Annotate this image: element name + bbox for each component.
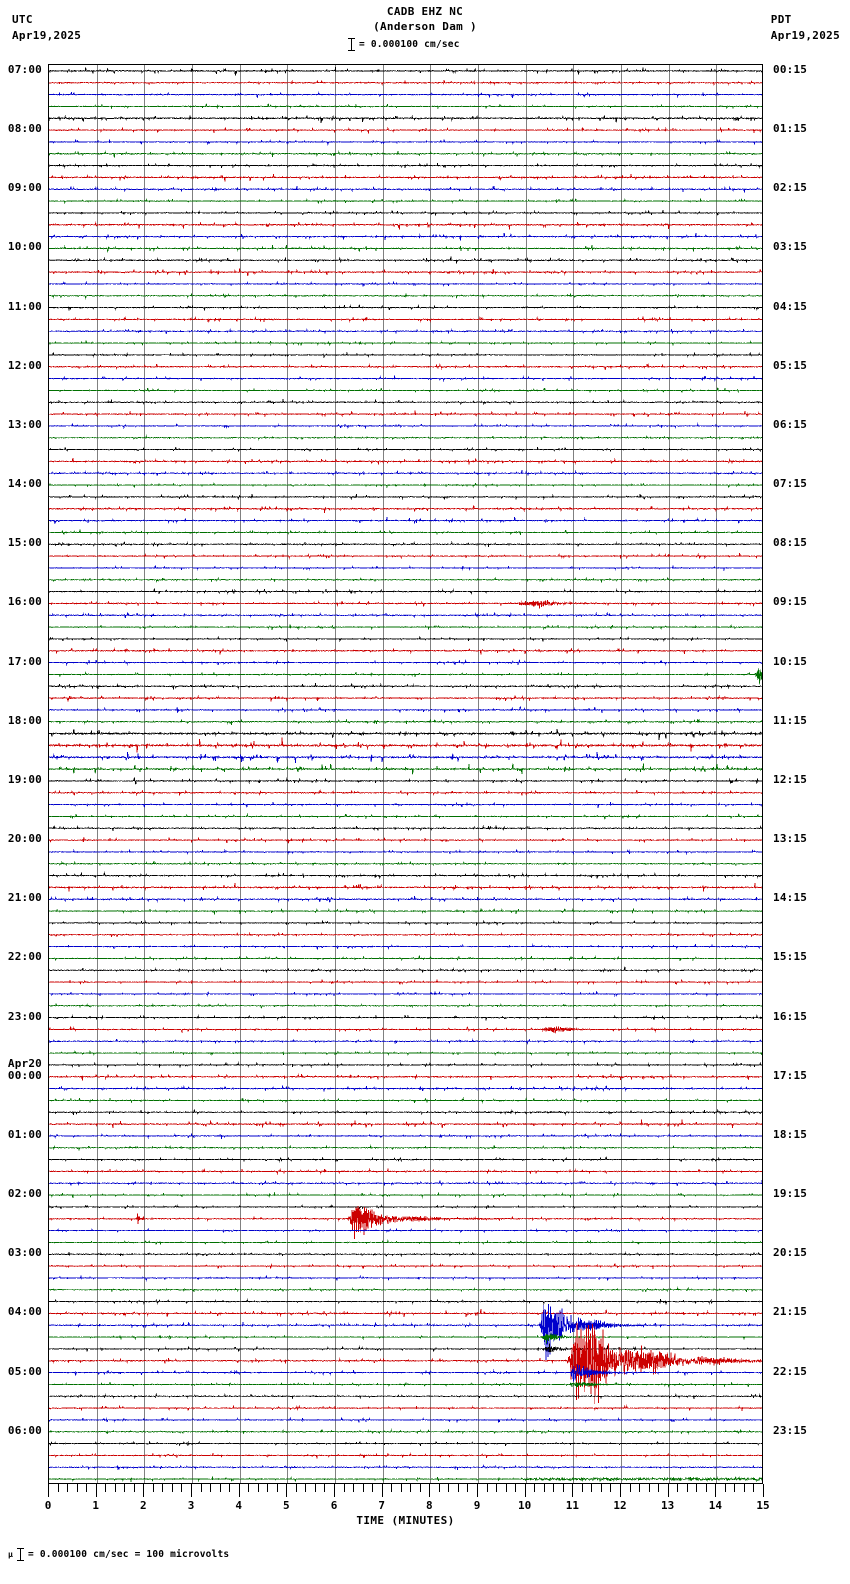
- utc-time-label-0700: 07:00: [7, 62, 42, 76]
- trace-row: [49, 873, 763, 879]
- trace-row: [49, 305, 763, 311]
- utc-time-label-2200: 22:00: [7, 950, 42, 964]
- trace-row: [49, 909, 763, 915]
- trace-row: [49, 1039, 763, 1044]
- pdt-time-label-1115: 11:15: [773, 713, 808, 727]
- x-axis-minor-tick: [649, 1484, 650, 1492]
- trace-row: [49, 317, 763, 323]
- trace-row: [49, 1120, 763, 1129]
- x-axis-minor-tick: [172, 1484, 173, 1492]
- header-right-date: Apr19,2025: [770, 29, 840, 42]
- x-axis-minor-tick: [277, 1484, 278, 1492]
- x-axis-major-tick: [48, 1484, 49, 1497]
- utc-time-label-0400: 04:00: [7, 1305, 42, 1319]
- trace-row: [49, 542, 763, 547]
- x-axis-minor-tick: [124, 1484, 125, 1492]
- footer-scale-bar-icon: [17, 1548, 24, 1561]
- station-name: (Anderson Dam ): [373, 20, 477, 33]
- pdt-time-label-0915: 09:15: [773, 595, 808, 609]
- pdt-time-label-0515: 05:15: [773, 358, 808, 372]
- x-axis-minor-tick: [658, 1484, 659, 1492]
- x-axis-minor-tick: [267, 1484, 268, 1492]
- micro-symbol: μ: [8, 1550, 14, 1559]
- trace-row: [49, 1453, 763, 1458]
- x-axis-minor-tick: [115, 1484, 116, 1492]
- trace-row: [49, 1145, 763, 1150]
- utc-time-label-0000: 00:00: [7, 1068, 42, 1082]
- trace-row: [49, 1098, 763, 1103]
- left-time-axis: [0, 64, 45, 1484]
- trace-row: [49, 222, 763, 230]
- trace-row: [49, 802, 763, 808]
- x-axis-major-tick: [191, 1484, 192, 1497]
- x-axis-minor-tick: [734, 1484, 735, 1492]
- trace-row: [49, 164, 763, 168]
- trace-row: [49, 729, 763, 740]
- trace-row: [49, 505, 763, 512]
- footer-scale-label: = 0.000100 cm/sec = 100 microvolts: [28, 1549, 230, 1560]
- trace-row: [49, 1051, 763, 1054]
- x-axis-tick-label: 14: [708, 1499, 722, 1512]
- pdt-time-label-1415: 14:15: [773, 891, 808, 905]
- x-axis-ticks: [48, 1484, 763, 1498]
- x-axis-tick-label: 10: [518, 1499, 532, 1512]
- trace-row: [49, 991, 763, 995]
- x-axis-minor-tick: [487, 1484, 488, 1492]
- utc-time-label-1500: 15:00: [7, 536, 42, 550]
- utc-time-label-0900: 09:00: [7, 181, 42, 195]
- header-right-timezone: PDT: [770, 13, 792, 26]
- x-axis-minor-tick: [220, 1484, 221, 1492]
- trace-row: [49, 1344, 763, 1353]
- trace-row: [49, 814, 763, 820]
- header-scale-bar: [348, 38, 460, 51]
- trace-row: [49, 1394, 763, 1399]
- trace-row: [49, 294, 763, 298]
- x-axis-minor-tick: [515, 1484, 516, 1492]
- utc-time-label-1800: 18:00: [7, 713, 42, 727]
- x-axis-major-tick: [286, 1484, 287, 1497]
- trace-row: [49, 660, 763, 665]
- utc-time-label-2000: 20:00: [7, 832, 42, 846]
- x-axis-tick-label: 12: [613, 1499, 627, 1512]
- pdt-time-label-0815: 08:15: [773, 536, 808, 550]
- trace-row: [49, 436, 763, 440]
- scale-bar-label: = 0.000100 cm/sec: [359, 39, 460, 50]
- header-left-timezone: UTC: [12, 13, 33, 26]
- scale-bar-icon: [348, 38, 355, 51]
- x-axis-minor-tick: [86, 1484, 87, 1492]
- x-axis-minor-tick: [391, 1484, 392, 1492]
- trace-row: [49, 553, 763, 559]
- trace-row: [49, 80, 763, 84]
- trace-row: [49, 896, 763, 902]
- pdt-time-label-0415: 04:15: [773, 299, 808, 313]
- trace-row: [49, 1441, 763, 1445]
- trace-row: [49, 589, 763, 594]
- utc-time-label-0600: 06:00: [7, 1423, 42, 1437]
- trace-row: [49, 1323, 763, 1404]
- x-axis-tick-label: 9: [473, 1499, 481, 1512]
- x-axis-title: TIME (MINUTES): [356, 1514, 455, 1527]
- helicorder-plot[interactable]: [48, 64, 763, 1484]
- trace-row: [49, 210, 763, 216]
- trace-row: [49, 790, 763, 795]
- x-axis-tick-label: 15: [756, 1499, 770, 1512]
- utc-time-label-0100: 01:00: [7, 1127, 42, 1141]
- x-axis-minor-tick: [210, 1484, 211, 1492]
- x-axis-minor-tick: [706, 1484, 707, 1492]
- trace-row: [49, 1206, 763, 1239]
- trace-row: [49, 517, 763, 524]
- x-axis-minor-tick: [296, 1484, 297, 1492]
- trace-row: [49, 399, 763, 404]
- trace-row: [49, 388, 763, 392]
- pdt-time-label-1515: 15:15: [773, 950, 808, 964]
- x-axis-minor-tick: [324, 1484, 325, 1492]
- x-axis-tick-label: 6: [330, 1499, 338, 1512]
- pdt-time-label-0615: 06:15: [773, 417, 808, 431]
- pdt-time-label-2015: 20:15: [773, 1246, 808, 1260]
- trace-row: [49, 1276, 763, 1281]
- utc-time-label-0300: 03:00: [7, 1246, 42, 1260]
- x-axis-minor-tick: [677, 1484, 678, 1492]
- trace-row: [49, 1027, 763, 1034]
- x-axis-minor-tick: [553, 1484, 554, 1492]
- x-axis-tick-label: 4: [235, 1499, 242, 1512]
- trace-row: [49, 1241, 763, 1245]
- trace-row: [49, 837, 763, 843]
- trace-row: [49, 424, 763, 429]
- utc-time-label-1400: 14:00: [7, 477, 42, 491]
- station-code: CADB EHZ NC: [386, 5, 464, 18]
- pdt-time-label-0715: 07:15: [773, 477, 808, 491]
- x-axis-minor-tick: [725, 1484, 726, 1492]
- trace-row: [49, 245, 763, 252]
- trace-row: [49, 116, 763, 123]
- pdt-time-label-1215: 12:15: [773, 772, 808, 786]
- x-axis-minor-tick: [420, 1484, 421, 1492]
- x-axis-minor-tick: [248, 1484, 249, 1492]
- utc-time-label-1300: 13:00: [7, 417, 42, 431]
- pdt-time-label-1915: 19:15: [773, 1187, 808, 1201]
- x-axis-major-tick: [668, 1484, 669, 1497]
- trace-row: [49, 1074, 763, 1080]
- trace-row: [49, 696, 763, 702]
- x-axis-major-tick: [715, 1484, 716, 1497]
- x-axis-tick-label: 5: [283, 1499, 290, 1512]
- trace-row: [49, 1157, 763, 1162]
- header-center-block: [0, 4, 850, 34]
- trace-row: [49, 127, 763, 133]
- x-axis-minor-tick: [77, 1484, 78, 1492]
- x-axis-minor-tick: [639, 1484, 640, 1492]
- trace-row: [49, 1015, 763, 1020]
- trace-row: [49, 778, 763, 785]
- trace-row: [49, 1288, 763, 1293]
- trace-row: [49, 67, 763, 75]
- trace-row: [49, 956, 763, 961]
- x-axis-minor-tick: [591, 1484, 592, 1492]
- trace-row: [49, 353, 763, 358]
- trace-row: [49, 1429, 763, 1433]
- x-axis-major-tick: [382, 1484, 383, 1497]
- trace-row: [49, 637, 763, 641]
- trace-row: [49, 763, 763, 774]
- pdt-time-label-2215: 22:15: [773, 1364, 808, 1378]
- header-right-timezone-block: [771, 12, 840, 44]
- trace-row: [49, 566, 763, 571]
- trace-row: [49, 1086, 763, 1092]
- x-axis-minor-tick: [410, 1484, 411, 1492]
- trace-row: [49, 470, 763, 475]
- trace-row: [49, 269, 763, 276]
- trace-row: [49, 944, 763, 949]
- trace-row: [49, 1382, 763, 1387]
- trace-row: [49, 1477, 763, 1482]
- x-axis-minor-tick: [439, 1484, 440, 1492]
- x-axis-minor-tick: [467, 1484, 468, 1492]
- pdt-time-label-2315: 23:15: [773, 1423, 808, 1437]
- x-axis-major-tick: [429, 1484, 430, 1497]
- trace-row: [49, 668, 763, 684]
- trace-row: [49, 174, 763, 182]
- x-axis-minor-tick: [134, 1484, 135, 1492]
- utc-time-label-1100: 11:00: [7, 299, 42, 313]
- x-axis-minor-tick: [458, 1484, 459, 1492]
- header-left-date: Apr19,2025: [12, 29, 82, 42]
- x-axis-minor-tick: [544, 1484, 545, 1492]
- utc-time-label-1900: 19:00: [7, 772, 42, 786]
- x-axis-minor-tick: [630, 1484, 631, 1492]
- trace-row: [49, 364, 763, 370]
- trace-row: [49, 719, 763, 725]
- trace-row: [49, 341, 763, 345]
- x-axis-major-tick: [763, 1484, 764, 1497]
- trace-row: [49, 199, 763, 204]
- trace-row: [49, 92, 763, 98]
- trace-row: [49, 921, 763, 925]
- x-axis-minor-tick: [181, 1484, 182, 1492]
- trace-row: [49, 458, 763, 465]
- x-axis-minor-tick: [687, 1484, 688, 1492]
- x-axis-minor-tick: [401, 1484, 402, 1492]
- utc-time-label-1200: 12:00: [7, 358, 42, 372]
- trace-row: [49, 1180, 763, 1186]
- trace-row: [49, 1406, 763, 1411]
- trace-row: [49, 483, 763, 488]
- x-axis-major-tick: [572, 1484, 573, 1497]
- trace-row: [49, 1193, 763, 1198]
- x-axis-tick-label: 3: [187, 1499, 195, 1512]
- x-axis-minor-tick: [744, 1484, 745, 1492]
- trace-row: [49, 1063, 763, 1068]
- x-axis-minor-tick: [448, 1484, 449, 1492]
- trace-row: [49, 494, 763, 499]
- pdt-time-label-1315: 13:15: [773, 832, 808, 846]
- trace-row: [49, 410, 763, 416]
- pdt-time-label-1815: 18:15: [773, 1127, 808, 1141]
- x-axis-minor-tick: [696, 1484, 697, 1492]
- footer-scale-note: [8, 1548, 229, 1561]
- trace-row: [49, 883, 763, 891]
- x-axis-tick-label: 0: [44, 1499, 52, 1512]
- utc-time-label-0500: 05:00: [7, 1364, 42, 1378]
- x-axis-minor-tick: [315, 1484, 316, 1492]
- trace-row: [49, 737, 763, 752]
- trace-row: [49, 1004, 763, 1008]
- trace-row: [49, 706, 763, 712]
- trace-row: [49, 233, 763, 240]
- trace-row: [49, 600, 763, 608]
- trace-row: [49, 1134, 763, 1139]
- x-axis-minor-tick: [534, 1484, 535, 1492]
- trace-row: [49, 104, 763, 109]
- pdt-time-label-1015: 10:15: [773, 654, 808, 668]
- x-axis-tick-label: 8: [426, 1499, 433, 1512]
- trace-row: [49, 282, 763, 286]
- x-axis-minor-tick: [582, 1484, 583, 1492]
- date-change-label: Apr20: [7, 1056, 42, 1070]
- trace-row: [49, 967, 763, 973]
- trace-row: [49, 1110, 763, 1115]
- trace-row: [49, 1418, 763, 1423]
- trace-row: [49, 257, 763, 264]
- x-axis-tick-label: 13: [661, 1499, 675, 1512]
- utc-time-label-2300: 23:00: [7, 1009, 42, 1023]
- trace-row: [49, 1299, 763, 1303]
- right-time-axis: [768, 64, 850, 1484]
- trace-row: [49, 1169, 763, 1174]
- x-axis-minor-tick: [105, 1484, 106, 1492]
- utc-time-label-0200: 02:00: [7, 1187, 42, 1201]
- utc-time-label-2100: 21:00: [7, 891, 42, 905]
- x-axis-minor-tick: [601, 1484, 602, 1492]
- x-axis-tick-label: 1: [92, 1499, 99, 1512]
- x-axis-minor-tick: [563, 1484, 564, 1492]
- trace-row: [49, 825, 763, 830]
- pdt-time-label-0215: 02:15: [773, 181, 808, 195]
- x-axis-minor-tick: [363, 1484, 364, 1492]
- x-axis-minor-tick: [506, 1484, 507, 1492]
- trace-row: [49, 649, 763, 655]
- trace-row: [49, 613, 763, 619]
- pdt-time-label-0015: 00:15: [773, 62, 808, 76]
- seismogram-traces: [49, 65, 763, 1484]
- x-axis-minor-tick: [496, 1484, 497, 1492]
- utc-time-label-1600: 16:00: [7, 595, 42, 609]
- trace-row: [49, 1466, 763, 1470]
- x-axis-minor-tick: [201, 1484, 202, 1492]
- trace-row: [49, 849, 763, 854]
- x-axis-minor-tick: [305, 1484, 306, 1492]
- x-axis-minor-tick: [344, 1484, 345, 1492]
- x-axis-minor-tick: [753, 1484, 754, 1492]
- trace-row: [49, 1304, 763, 1360]
- pdt-time-label-0315: 03:15: [773, 240, 808, 254]
- x-axis-minor-tick: [58, 1484, 59, 1492]
- x-axis-minor-tick: [67, 1484, 68, 1492]
- trace-row: [49, 1334, 763, 1344]
- utc-time-label-1700: 17:00: [7, 654, 42, 668]
- trace-row: [49, 1264, 763, 1269]
- x-axis-major-tick: [525, 1484, 526, 1497]
- trace-row: [49, 979, 763, 984]
- trace-row: [49, 578, 763, 583]
- x-axis-major-tick: [239, 1484, 240, 1497]
- trace-row: [49, 151, 763, 157]
- utc-time-label-0800: 08:00: [7, 122, 42, 136]
- trace-row: [49, 376, 763, 381]
- trace-row: [49, 530, 763, 535]
- trace-row: [49, 861, 763, 866]
- pdt-time-label-1715: 17:15: [773, 1068, 808, 1082]
- x-axis-tick-label: 2: [140, 1499, 147, 1512]
- x-axis-minor-tick: [353, 1484, 354, 1492]
- x-axis-major-tick: [96, 1484, 97, 1497]
- x-axis-major-tick: [334, 1484, 335, 1497]
- trace-row: [49, 1229, 763, 1232]
- trace-row: [49, 447, 763, 451]
- pdt-time-label-0115: 01:15: [773, 122, 808, 136]
- trace-row: [49, 752, 763, 763]
- trace-row: [49, 933, 763, 937]
- trace-row: [49, 1309, 763, 1317]
- trace-row: [49, 329, 763, 334]
- x-axis-minor-tick: [258, 1484, 259, 1492]
- x-axis-major-tick: [477, 1484, 478, 1497]
- utc-time-label-1000: 10:00: [7, 240, 42, 254]
- x-axis-minor-tick: [162, 1484, 163, 1492]
- pdt-time-label-1615: 16:15: [773, 1009, 808, 1023]
- x-axis-minor-tick: [153, 1484, 154, 1492]
- trace-row: [49, 1205, 763, 1209]
- x-axis-tick-label: 11: [565, 1499, 579, 1512]
- pdt-time-label-2115: 21:15: [773, 1305, 808, 1319]
- x-axis-minor-tick: [610, 1484, 611, 1492]
- trace-row: [49, 683, 763, 689]
- x-axis-major-tick: [143, 1484, 144, 1497]
- trace-row: [49, 1252, 763, 1256]
- x-axis-major-tick: [620, 1484, 621, 1497]
- x-axis-tick-label: 7: [378, 1499, 385, 1512]
- x-axis-tick-labels: [0, 1499, 850, 1515]
- trace-row: [49, 186, 763, 192]
- x-axis-minor-tick: [372, 1484, 373, 1492]
- x-axis-minor-tick: [229, 1484, 230, 1492]
- trace-row: [49, 625, 763, 630]
- trace-row: [49, 140, 763, 145]
